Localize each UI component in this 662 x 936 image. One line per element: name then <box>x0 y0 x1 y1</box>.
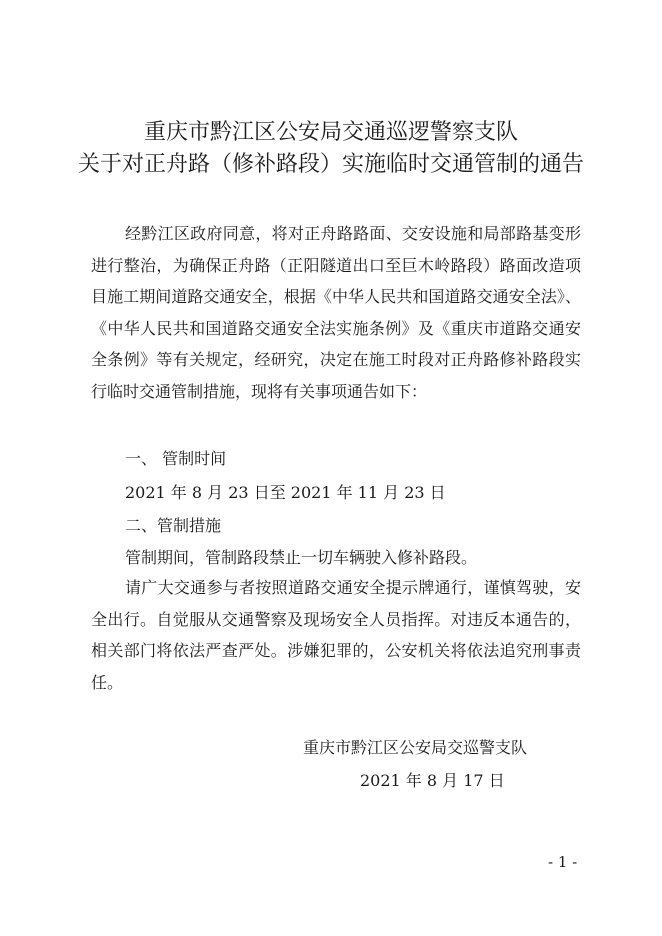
signer: 重庆市黔江区公安局交巡警支队 <box>303 738 528 757</box>
intro-paragraph: 经黔江区政府同意，将对正舟路路面、交安设施和局部路基变形进行整治，为确保正舟路（正阳隧道出口至巨木岭路段）路面改造项目施工期间道路交通安全，根据《中华人民共和国道路交通安全法》、《中华人民共和国道路交通安全法实施条例》及《重庆市道路交通安全条例》等有关规定，经研究，决定在施工时段对正舟路修补路段实行临时交通管制措施，现将有关事项通告如下： <box>91 224 581 401</box>
sign-date: 2021 年 8 月 17 日 <box>360 771 505 790</box>
section-2-content: 管制期间，管制路段禁止一切车辆驶入修补路段。 <box>125 548 478 567</box>
section-2-heading: 二、管制措施 <box>125 516 222 535</box>
section-1-heading: 一、 管制时间 <box>125 449 227 468</box>
closing-paragraph: 请广大交通参与者按照道路交通安全提示牌通行，谨慎驾驶，安全出行。自觉服从交通警察及现场安全人员指挥。对违反本通告的，相关部门将依法严查严处。涉嫌犯罪的，公安机关将依法追究刑事责任。 <box>91 578 581 692</box>
title-line-2: 关于对正舟路（修补路段）实施临时交通管制的通告 <box>77 152 584 177</box>
section-1-content: 2021 年 8 月 23 日至 2021 年 11 月 23 日 <box>125 483 446 502</box>
page-number: - 1 - <box>548 853 578 871</box>
title-line-1: 重庆市黔江区公安局交通巡逻警察支队 <box>143 120 518 145</box>
